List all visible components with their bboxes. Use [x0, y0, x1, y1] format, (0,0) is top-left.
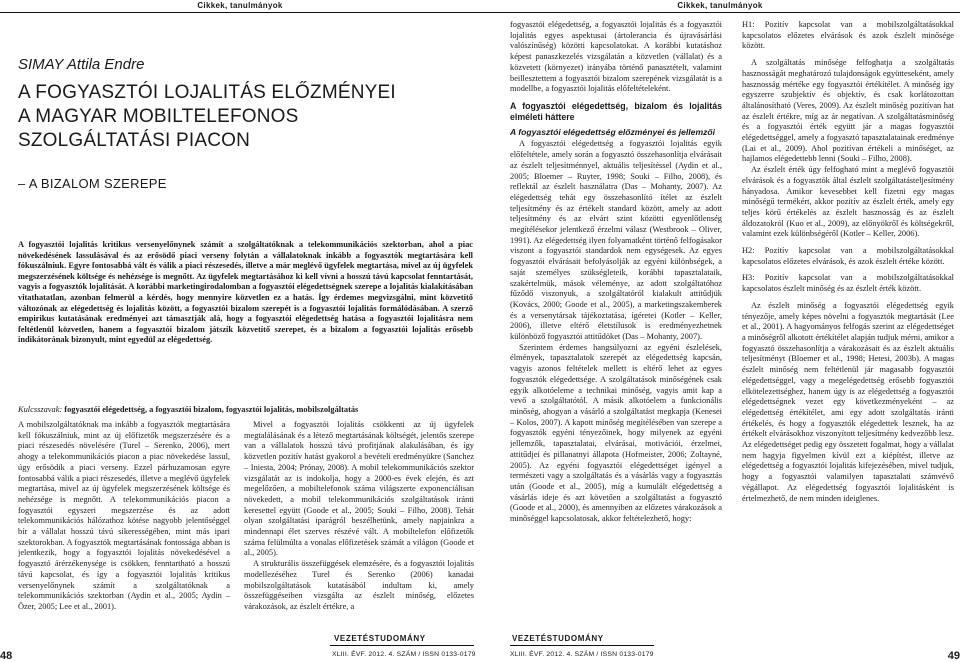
- page-left: [0, 0, 480, 661]
- body-paragraph: Mivel a fogyasztói lojalitás csökkenti az új ügyfelek megtalálásának és a létező megtartásának költségét, jelentős szerepe van a vállalatok hosszú távú profitjának alakulásában, és így közvetlen pozitív hatást gyakorol a bevételi eredményükre (Sanchez – Iniesta, 2004; Prónay, 2008). A mobil telekommunikációs szektor vizsgálatát az is indokolja, hogy a 2000-es évek elején, és azt megelőzően, a mobiltelefonok száma világszerte exponenciálisan növekedett, a mobil telekommunikációs szolgáltatások iránti keresettel együtt (Goode et al., 2005; Souki – Filho, 2008). Tehát olyan szolgáltatási iparágról beszélhetünk, amely napjainkra a mindennapi élet szerves részévé vált. A mobiltelefon előfizetők száma felülmúlta a vonalas előfizetések számát a világon (Goode et al., 2005).: [244, 420, 474, 558]
- footer-rule-left: [330, 645, 474, 646]
- keywords-list: fogyasztói elégedettség, a fogyasztói bizalom, fogyasztói lojalitás, mobilszolgáltatás: [64, 405, 359, 414]
- title-line-3: SZOLGÁLTATÁSI PIACON: [18, 130, 251, 151]
- page-number-right: 49: [947, 650, 960, 662]
- author-name: SIMAY Attila Endre: [18, 56, 145, 73]
- hypothesis-h2: H2: Pozitív kapcsolat van a mobilszolgáltatásokkal kapcsolatos előzetes elvárások, és azok észlelt értéke között.: [742, 246, 954, 266]
- section-heading: A fogyasztói elégedettség, bizalom és lojalitás elméleti háttere: [510, 100, 722, 122]
- journal-name-left: VEZETÉSTUDOMÁNY: [334, 634, 426, 643]
- body-paragraph: A strukturális összefüggések elemzésére, és a fogyasztói lojalitás modellezéséhez Turel és Serenko (2006) kanadai mobilszolgáltatások kutatásából indultam ki, amely összefüggéseiben vizsgálta az észlelt minőség, előzetes várakozások, az észlelt értékre, a: [244, 559, 474, 611]
- running-head-right: Cikkek, tanulmányok: [480, 0, 960, 13]
- journal-issue-right: XLIII. ÉVF. 2012. 4. SZÁM / ISSN 0133-0179: [510, 651, 654, 658]
- body-paragraph: fogyasztói elégedettség, a fogyasztói lojalitás és a fogyasztói lojalitás egyes aspektusai (ártolerancia és újravásárlási valószínűség) közötti kapcsolatokat. A korábbi kutatáshoz képest panaszkezelés vizsgálatán a közvetlen (vállalat) és a közvetett (környezet) irányába történő panasztételt, valamint beillesztettem a fogyasztói bizalom szerepének vizsgálatát is a modellbe, a fogyasztói lojalitás előfeltételeként.: [510, 20, 722, 94]
- title-line-1: A FOGYASZTÓI LOJALITÁS ELŐZMÉNYEI: [18, 82, 396, 103]
- right-column-1: [510, 20, 722, 626]
- journal-name-right: VEZETÉSTUDOMÁNY: [512, 634, 604, 643]
- keywords: [18, 405, 473, 416]
- right-column-2: [742, 20, 954, 626]
- article-subtitle: – A BIZALOM SZEREPE: [18, 176, 167, 191]
- body-paragraph: A szolgáltatás minősége felfoghatja a szolgáltatás hasznosságát meghatározó tulajdonságok együtteseként, amely hasznosság mértéke egy fogyasztói értékítélet. A minőség így egyszerre szubjektív és objektív, és csak korlátozottan általánosítható (Veres, 2009). Az észlelt minőség pozitívan hat az észlelt értékre, míg az ár negatívan. A szolgáltatásminőség és a fogyasztói érték együtt jár a magas fogyasztói elégedettséggel, amely a fogyasztó tapasztalatainak eredménye (Lai et al., 2009). Ahol pozitívan értékeli a minőséget, az hajlamos elégedettebb lenni (Souki – Filho, 2008).: [742, 58, 954, 164]
- page-number-left: 48: [0, 650, 13, 662]
- body-paragraph: A fogyasztói elégedettség a fogyasztói lojalitás egyik előfeltétele, amely során a fogyasztó összehasonlítja elvárásait az észlelt teljesítménnyel, aktuális teljesítéssel (Aydin et al., 2005; Bloemer – Ruyter, 1998; Souki – Filho, 2008), és reflektál az észlelt használatra (Das – Mohanty, 2007). Az elégedettség tehát egy összehasonlító ítélet az észlelt teljesítmény és az értékelt standard között, amely az adott teljesítmény és az elvárt szint közötti egyenlőtlenség megítélésekor jelentkező érzelmi válasz (Westbrook – Oliver, 1991). Az elégedettség ilyen folyamatként történő felfogásakor viszont a fogyasztói standardok nem egységesek. Az egyes fogyasztói elvárásait befolyásolják az egyéni különbségek, a saját személyes szükségleteik, korábbi tapasztalataik, szakértelmük, mások véleménye, az adott szolgáltatóhoz fűződő viszonyuk, a szolgáltatóról kialakult attitűdjük (Kovács, 2000; Goode et al., 2005), a marketingszakemberek és a versenytársak tájékoztatása, ígéretei (Kotler – Keller, 2006), illetve eltérő életstílusok is eredményezhetnek különböző fogyasztói attitűdöket (Das – Mohanty, 2007).: [510, 139, 722, 342]
- body-paragraph: Az észlelt érték úgy felfogható mint a meglévő fogyasztói elvárások és a fogyasztók által észlelt szolgáltatásteljesítmény hányadosa. Amikor kevesebbet kell fizetni egy magas minőségű termékért, akkor pozitív az észlelt érték, amely egy teljes körű értékelés az észlelt hasznosság és az észlelt áldozatokról (Kuo et al., 2009), az előnyökről és költségekről, valamint ezek különbségéről (Kotler – Keller, 2006).: [742, 165, 954, 239]
- article-title: [18, 81, 468, 153]
- subsection-heading: A fogyasztói elégedettség előzményei és jellemzői: [510, 126, 716, 137]
- page-right: [480, 0, 960, 661]
- footer-rule-right: [510, 645, 654, 646]
- body-paragraph: Szerintem érdemes hangsúlyozni az egyéni észlelések, élmények, tapasztalatok szerepét az elégedettség kapcsán, vagyis azonos feltételek mellett is eltérő lehet az egyes fogyasztók elégedettsége. A szolgáltatások minőségének csak egyik alkotóeleme a technikai minőség, vagyis amit kap a vevő a szolgáltatótól. A másik alkotóelem a funkcionális minőség, ahogyan a vásárló a szolgáltatást megkapja (Kenesei – Kolos, 2007). A kapott minőség megítélésében van szerepe a fogyasztók egyéni tényezőinek, hogy milyenek az egyéni jellemzők, tapasztalatai, elvárásai, motivációi, érzelmei, attitűdjei és pillanatnyi állapota (Hofmeister, 2006; Zoltayné, 2005). Az egyéni fogyasztói elégedettséget igényel a természeti vagy a szolgáltatás és a vásárlás vagy a fogyasztás után (Goode et al., 2005), míg a kumulált elégedettség a vásárlás ideje és azt követően a szolgáltatást a fogyasztó (Goode et al., 2000), és amennyiben az előzetes várakozások a minőséggel kapcsolatosak, akkor feltételezhető, hogy:: [510, 342, 722, 524]
- left-column-2: [244, 420, 474, 630]
- abstract-paragraph: A fogyasztói lojalitás kritikus versenyelőnynek számít a szolgáltatóknak a telekommunikációs szektorban, ahol a piac növekedésének lassulásával és az erősödő piaci verseny folytán a vállalatoknak inkább a fogyasztók megtartására kell fókuszálniuk. Egyre fontosabbá vált és válik a piaci részesedés, illetve a már meglévő ügyfelek megtartása, mivel az új ügyfelek megszerzésének költsége és nehézsége is megnőtt. Az ügyfelek megtartásához ki kell vívni a hosszú távú kapcsolat fenntartását, vagyis a fogyasztók lojalitását. A korábbi marketingirodalomban a fogyasztói elégedettségnek szerepe a lojalitás kialakításában vitathatatlan, azonban felmerül a kérdés, hogy mennyire közvetlen ez a hatás. Így érdemes megvizsgálni, mint közvetítő változónak az elégedettség és lojalitás között, a fogyasztói bizalom szerepét is a fogyasztói lojalitás formálódásában. A szerző empirikus kutatásának eredményei azt támasztják alá, hogy a fogyasztói elégedettség hatása a fogyasztói lojalitásra nem feltétlenül közvetlen, hanem a fogyasztói bizalom játszik közvetítő szerepet, és a bizalom a fogyasztói lojalitás erősebb indikátorának bizonyult, mint egyedül az elégedettség.: [18, 240, 473, 345]
- running-head-left: Cikkek, tanulmányok: [0, 0, 480, 13]
- hypothesis-h3: H3: Pozitív kapcsolat van a mobilszolgáltatásokkal kapcsolatos észlelt minőség és az észlelt érték között.: [742, 273, 954, 294]
- body-paragraph: A mobilszolgáltatóknak ma inkább a fogyasztók megtartására kell fókuszálniuk, mint az új előfizetők megszerzésére és a piaci részesedés növelésére (Turel – Serenko, 2006), mert ahogy a telekommunikációs piacon a piac növekedése lassul, úgy erősödik a piaci verseny. Ezzel párhuzamosan egyre fontosabbá válik a piaci részesedés, illetve a meglévő ügyfelek megtartása, mivel az új ügyfelek megszerzésének költsége és nehézsége is megnőtt. A telekommunikációs piacon a fogyasztói egyszeri megszerzése és az adott telekommunikációs hálózathoz kötése nagyobb jelentőséggel bír a vállalat hosszú távú sikerességében, mint más ipari szektorokban. A fogyasztók megtartásának fontossága abban is jelentkezik, hogy a fogyasztói lojalitás növekedésével a fogyasztó árérzékenysége is csökken, fenntartható a hosszú távú kapcsolat, és így a fogyasztói lojalitás kritikus versenyelőnynek számít a szolgáltatóknak a telekommunikációs szektorban (Aydin et al., 2005; Aydin – Özer, 2005; Lee et al., 2001).: [18, 420, 230, 611]
- hypothesis-h1: H1: Pozitív kapcsolat van a mobilszolgáltatásokkal kapcsolatos előzetes elvárások és azok észlelt minősége között.: [742, 20, 954, 51]
- title-line-2: A MAGYAR MOBILTELEFONOS: [18, 106, 299, 127]
- body-paragraph: Az észlelt minőség a fogyasztói elégedettség egyik tényezője, amely képes növelni a fogyasztók megtartását (Lee et al., 2001). A hagyományos felfogás szerint az elégedettséget a minőségről alkotott értékítélet alapján tudjuk mérni, amikor a fogyasztó összehasonlítja a várakozásait és az észlelt aktuális teljesítményt (Bloemer et al., 1998; Hetesi, 2003b). A magas észlelt minőség nem feltétlenül jár magasabb fogyasztói elégedettséggel, vagy a megelégedettség erősebb fogyasztói elkötelezettséghez, hanem úgy is az elégedettség a fogyasztói elégedettségnek vezet egy következményeként – az elégedettség értékítélet, ami egy adott szolgáltatás iránti értékelés, és hogy a fogyasztók elégedettek lesznek, ha az értékelt elvárásokhoz viszonyított teljesítmény kedvezőbb lesz. Az elégedettséget pedig egy összetett fogalmat, hogy a vállalat nem hagyja figyelmen kívül ezt a kiépítést, illetve az elégedettség a fogyasztói lojalitás kifejezésében, mivel tudjuk, hogy a fogyasztói valamilyen tapasztalati számvévő végállapot. Az elégedettség fogyasztói lojalitásként is értelmezhető, de nem minden ideiglenes.: [742, 300, 954, 503]
- keywords-label: Kulcsszavak:: [18, 405, 63, 414]
- left-column-1: [18, 420, 230, 640]
- abstract: [18, 240, 473, 346]
- journal-issue-left: XLIII. ÉVF. 2012. 4. SZÁM / ISSN 0133-0179: [332, 651, 476, 658]
